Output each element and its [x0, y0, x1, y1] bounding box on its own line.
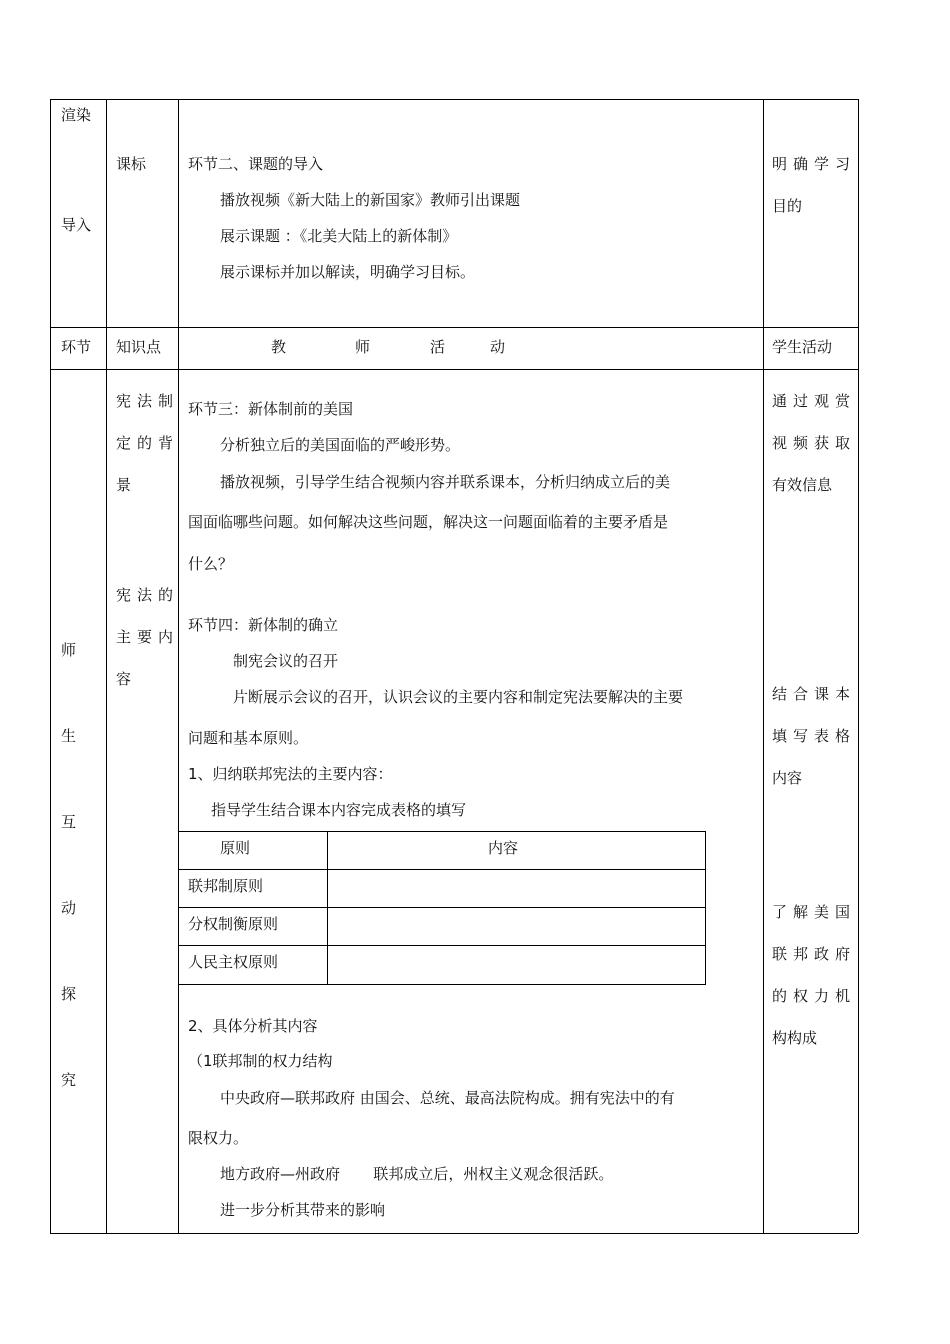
s4-sub: 制宪会议的召开: [233, 652, 339, 670]
header-col1: 环节: [61, 338, 92, 356]
row1-main-line4: 展示课标并加以解读，明确学习目标。: [220, 263, 476, 281]
inner-table-right: [705, 831, 706, 984]
knowledge1-line2: 定的背: [116, 434, 180, 452]
header-teacher-3: 活: [430, 338, 446, 356]
row1-col1-bottom: 导入: [61, 216, 92, 234]
table-bottom-border: [50, 1233, 858, 1234]
local-government: 地方政府—州政府 联邦成立后，州权主义观念很活跃。: [220, 1165, 614, 1183]
inner-row-separation: 分权制衡原则: [188, 915, 279, 933]
header-teacher-4: 动: [490, 338, 506, 356]
student2-line2: 填写表格: [772, 727, 857, 745]
s4-title: 环节四：新体制的确立: [188, 616, 339, 634]
row1-bottom-border: [50, 327, 858, 328]
student2-line3: 内容: [772, 769, 803, 787]
item1-guide: 指导学生结合课本内容完成表格的填写: [211, 801, 467, 819]
col4-border: [763, 99, 764, 1233]
knowledge2-line2: 主要内: [116, 628, 180, 646]
s4-p1b: 问题和基本原则。: [188, 729, 309, 747]
knowledge1-line3: 景: [116, 476, 132, 494]
row3-col1-char5: 探: [61, 985, 77, 1003]
student3-line2: 联邦政府: [772, 945, 857, 963]
row3-col1-char3: 互: [61, 813, 77, 831]
row3-col1-char1: 师: [61, 641, 77, 659]
s3-p1: 分析独立后的美国面临的严峻形势。: [220, 436, 461, 454]
row1-student-line2: 目的: [772, 197, 803, 215]
col2-border: [106, 99, 107, 1233]
s3-title: 环节三：新体制前的美国: [188, 400, 354, 418]
knowledge2-line3: 容: [116, 670, 132, 688]
central-a: 中央政府—联邦政府 由国会、总统、最高法院构成。拥有宪法中的有: [220, 1089, 675, 1107]
s4-p1a: 片断展示会议的召开，认识会议的主要内容和制定宪法要解决的主要: [233, 688, 684, 706]
header-bottom-border: [50, 369, 858, 370]
knowledge1-line1: 宪法制: [116, 392, 180, 410]
inner-table-row3-bottom: [178, 945, 706, 946]
inner-table-bottom: [178, 984, 706, 985]
inner-table-row2-bottom: [178, 907, 706, 908]
header-teacher-2: 师: [355, 338, 371, 356]
student3-line4: 构构成: [772, 1029, 818, 1047]
row1-col2: 课标: [116, 155, 147, 173]
s3-p2c: 什么？: [188, 555, 234, 573]
table-top-border: [50, 99, 858, 100]
row1-col1-top: 渲染: [61, 106, 92, 124]
s3-p2b: 国面临哪些问题。如何解决这些问题，解决这一问题面临着的主要矛盾是: [188, 513, 669, 531]
row1-main-line1: 环节二、课题的导入: [188, 155, 324, 173]
student3-line1: 了解美国: [772, 903, 857, 921]
header-student: 学生活动: [772, 338, 833, 356]
student1-line3: 有效信息: [772, 476, 833, 494]
row1-student-line1: 明确学习: [772, 155, 857, 173]
central-b: 限权力。: [188, 1129, 249, 1147]
student3-line3: 的权力机: [772, 987, 857, 1005]
row1-main-line3: 展示课题 ：《北美大陆上的新体制》: [220, 227, 458, 245]
inner-table-top: [178, 831, 706, 832]
item2-sub: （1联邦制的权力结构: [188, 1052, 333, 1070]
row3-col1-char4: 动: [61, 899, 77, 917]
row1-main-line2: 播放视频《新大陆上的新国家》教师引出课题: [220, 191, 521, 209]
table-left-border: [50, 99, 51, 1233]
row3-col1-char2: 生: [61, 727, 77, 745]
table-right-border: [858, 99, 859, 1233]
student2-line1: 结合课本: [772, 685, 857, 703]
student1-line1: 通过观赏: [772, 392, 857, 410]
inner-table-divider: [327, 831, 328, 984]
item1: 1、归纳联邦宪法的主要内容：: [188, 765, 393, 783]
knowledge2-line1: 宪法的: [116, 586, 180, 604]
inner-header-content: 内容: [488, 839, 519, 857]
further-analysis: 进一步分析其带来的影响: [220, 1201, 386, 1219]
inner-row-federal: 联邦制原则: [188, 877, 264, 895]
inner-table-row1-bottom: [178, 869, 706, 870]
col3-border: [178, 99, 179, 1233]
inner-header-principle: 原则: [220, 839, 251, 857]
student1-line2: 视频获取: [772, 434, 857, 452]
item2: 2、具体分析其内容: [188, 1017, 318, 1035]
inner-row-sovereignty: 人民主权原则: [188, 953, 279, 971]
row3-col1-char6: 究: [61, 1071, 77, 1089]
header-teacher-1: 教: [271, 338, 287, 356]
s3-p2a: 播放视频，引导学生结合视频内容并联系课本，分析归纳成立后的美: [220, 473, 671, 491]
header-col2: 知识点: [116, 338, 162, 356]
